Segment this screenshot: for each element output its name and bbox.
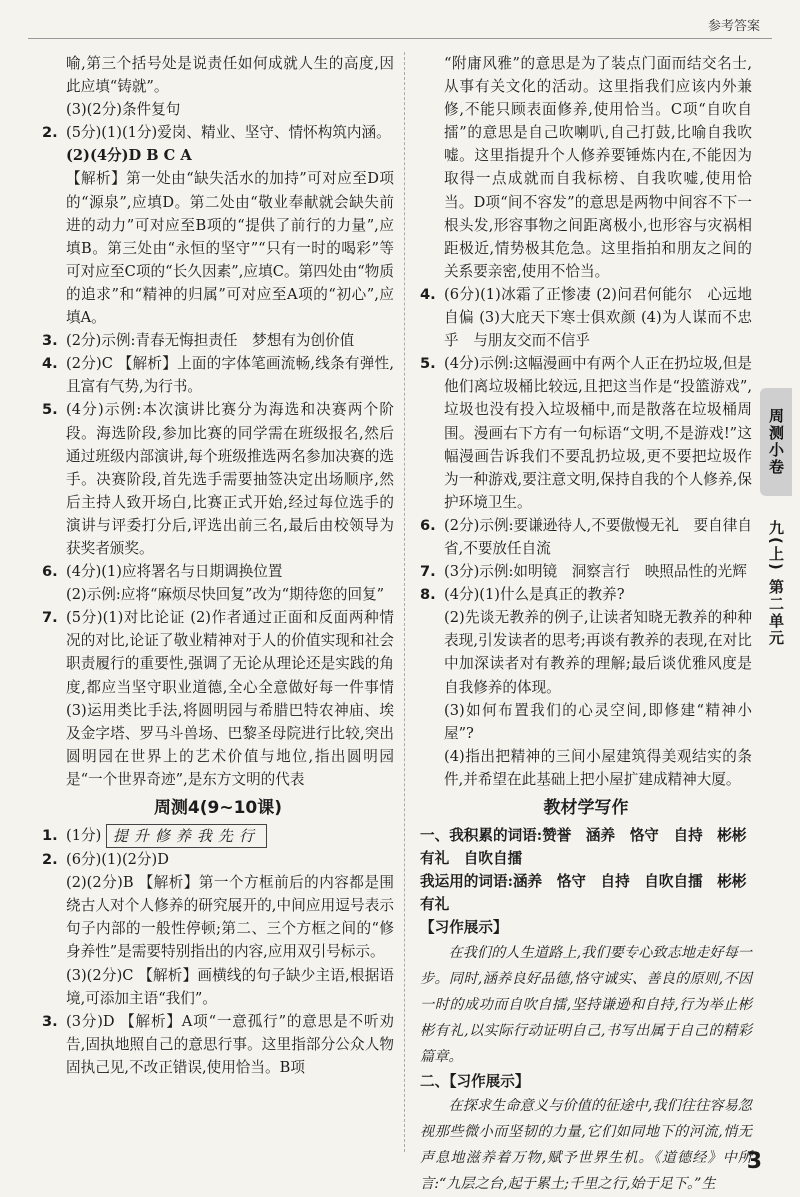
answer-number: 3. bbox=[42, 1012, 58, 1030]
weekly-answer-2 bbox=[42, 848, 394, 1010]
answer-number: 7. bbox=[42, 609, 58, 627]
answer-text: (2分)示例:要谦逊待人,不要傲慢无礼 要自律自省,不要放任自流 bbox=[444, 516, 752, 557]
answer-line: (5分)(1)(1分)爱岗、精业、坚守、情怀构筑内涵。 bbox=[66, 124, 391, 142]
header-divider bbox=[28, 38, 772, 39]
answer-line: (4分)(1)什么是真正的教养? bbox=[444, 586, 625, 604]
answer-number: 4. bbox=[420, 285, 436, 303]
answer-text: (2分)示例:青春无悔担责任 梦想有为创价值 bbox=[66, 332, 355, 350]
answer-5 bbox=[42, 398, 394, 560]
answer-text: (3分)示例:如明镜 洞察言行 映照品性的光辉 bbox=[444, 563, 747, 581]
answer-number: 5. bbox=[42, 401, 58, 419]
essay-heading-2: 二、【习作展示】 bbox=[420, 1072, 530, 1090]
answer-4 bbox=[42, 352, 394, 398]
continued-text: “附庸风雅”的意思是为了装点门面而结交名士,从事有关文化的活动。这里指我们应该内外兼修,不能只顾表面修养,使用恰当。C项“自吹自擂”的意思是自己吹喇叭,自己打鼓,比喻自我吹嘘。这里指提升个人修养要锤炼内在,不能因为取得一点成就而自我标榜、自我吹嘘,使用恰当。D项“间不容发”的意思是两物中间容不下一根头发,形容事物之间距离极小,也形容与灾祸相距极近,情势极其危急。这里指拍和朋友之间的关系要亲密,使用不恰当。 bbox=[444, 55, 752, 280]
side-grade-label: 九(上) 第二单元 bbox=[767, 520, 785, 647]
answer-paragraph: (3)(2分)C 【解析】画横线的句子缺少主语,根据语境,可添加主语“我们”。 bbox=[66, 966, 394, 1007]
side-tab-label: 周测小卷 bbox=[760, 388, 792, 496]
answer-7 bbox=[42, 606, 394, 791]
handwriting-box: 提升修养我先行 bbox=[106, 824, 267, 848]
answer-text: (4分)示例:本次演讲比赛分为海选和决赛两个阶段。海选阶段,参加比赛的同学需在班级报名,然后通过班级内部演讲,每个班级推选两名参加决赛的选手。决赛阶段,首先选手需要抽签决定出场顺序,然后主持人致开场白,比赛正式开始,经过每位选手的演讲与评委打分后,评选出前三名,最后由校领导为获奖者颁奖。 bbox=[66, 401, 394, 557]
answer-text: (6分)(1)冰霜了正惨凄 (2)问君何能尔 心远地自偏 (3)大庇天下寒士俱欢颜 (4)为人谋而不忠乎 与朋友交而不信乎 bbox=[444, 285, 752, 350]
answer-line: (6分)(1)(2分)D bbox=[66, 851, 169, 869]
answer-text: (2分)C 【解析】上面的字体笔画流畅,线条有弹性,且富有气势,为行书。 bbox=[66, 355, 394, 396]
weekly-answer-3 bbox=[42, 1010, 394, 1079]
answer-line: (4分)(1)应将署名与日期调换位置 bbox=[66, 563, 283, 581]
section-title: 周测4(9~10课) bbox=[153, 798, 283, 818]
weekly-answer-5 bbox=[420, 352, 752, 514]
answer-number: 4. bbox=[42, 355, 58, 373]
section-title: 教材学写作 bbox=[543, 798, 629, 818]
answer-number: 2. bbox=[42, 851, 58, 869]
answer-paragraph: (2)(2分)B 【解析】第一个方框前后的内容都是围绕古人对个人修养的研究展开的,中间应用逗号表示句子内部的一般性停顿;第二、三个方框之间的“修身养性”是需要特别指出的内容,应用双引号标示。 bbox=[66, 874, 394, 961]
answer-number: 5. bbox=[420, 355, 436, 373]
essay-handwritten-1: 在我们的人生道路上,我们要专心致志地走好每一步。同时,涵养良好品德,恪守诚实、善良的原则,不因一时的成功而自吹自擂,坚持谦逊和自持,行为举止彬彬有礼,以实际行动证明自己,书写出属于自己的精彩篇章。 bbox=[420, 944, 752, 1065]
vocab-used: 我运用的词语:涵养 恪守 自持 自吹自擂 彬彬有礼 bbox=[420, 873, 747, 914]
intro-text-2: (3)(2分)条件复句 bbox=[66, 101, 181, 119]
answer-text: (4分)示例:这幅漫画中有两个人正在扔垃圾,但是他们离垃圾桶比较远,且把这当作是“投篮游戏”,垃圾也没有投入垃圾桶中,而是散落在垃圾桶周围。漫画右下方有一句标语“文明,不是游戏!”这幅漫画告诉我们不要乱扔垃圾,更不要把垃圾作为一种游戏,要注意文明,保持自我的个人修养,保护环境卫生。 bbox=[444, 355, 752, 511]
header-label: 参考答案 bbox=[707, 19, 760, 34]
answer-line: (2)(4分)D B C A bbox=[66, 147, 192, 165]
answer-text: (3分)D 【解析】A项“一意孤行”的意思是不听劝告,固执地照自己的意思行事。这里指部分公众人物固执己见,不改正错误,使用恰当。B项 bbox=[66, 1012, 394, 1076]
intro-text: 喻,第三个括号处是说责任如何成就人生的高度,因此应填“铸就”。 bbox=[66, 55, 394, 96]
answer-number: 7. bbox=[420, 563, 436, 581]
weekly-answer-1 bbox=[42, 824, 394, 848]
page-number: 3 bbox=[746, 1149, 762, 1174]
essay-handwritten-2: 在探求生命意义与价值的征途中,我们往往容易忽视那些微小而坚韧的力量,它们如同地下的河流,悄无声息地滋养着万物,赋予世界生机。《道德经》中所言:“九层之台,起于累土;千里之行,始于足下。”生 bbox=[420, 1097, 752, 1192]
right-column bbox=[420, 52, 752, 1197]
weekly-answer-6 bbox=[420, 514, 752, 560]
answer-text: (5分)(1)对比论证 (2)作者通过正面和反面两种情况的对比,论证了敬业精神对于人的价值实现和社会职责履行的重要性,强调了无论从理论还是实践的角度,都应当坚守职业道德,全心全意做好每一件事情 (3)运用类比手法,将圆明园与希腊巴特农神庙、埃及金字塔、罗马斗兽场、巴黎圣母院进行比较,突出圆明园在世界上的艺术价值与地位,指出圆明园是“一个世界奇迹”,是东方文明的代表 bbox=[66, 609, 394, 788]
weekly-answer-7 bbox=[420, 560, 752, 583]
column-divider bbox=[404, 52, 405, 1152]
answer-number: 1. bbox=[42, 827, 58, 845]
answer-number: 2. bbox=[42, 124, 58, 142]
answer-line: (2)示例:应将“麻烦尽快回复”改为“期待您的回复” bbox=[66, 586, 385, 604]
answer-6 bbox=[42, 560, 394, 606]
answer-3 bbox=[42, 329, 394, 352]
essay-heading: 【习作展示】 bbox=[420, 919, 508, 937]
answer-number: 3. bbox=[42, 332, 58, 350]
answer-paragraph: (4)指出把精神的三间小屋建筑得美观结实的条件,并希望在此基础上把小屋扩建成精神大厦。 bbox=[444, 747, 752, 788]
weekly-answer-4 bbox=[420, 283, 752, 352]
answer-2 bbox=[42, 121, 394, 329]
left-column bbox=[42, 52, 394, 1079]
weekly-answer-8 bbox=[420, 583, 752, 791]
answer-paragraph: (2)先谈无教养的例子,让读者知晓无教养的种种表现,引发读者的思考;再谈有教养的表现,在对比中加深读者对有教养的理解;最后谈优雅风度是自我修养的体现。 bbox=[444, 609, 752, 696]
vocab-accumulated: 一、我积累的词语:赞誉 涵养 恪守 自持 彬彬有礼 自吹自擂 bbox=[420, 827, 747, 868]
answer-number: 8. bbox=[420, 586, 436, 604]
answer-number: 6. bbox=[42, 563, 58, 581]
answer-paragraph: (3)如何布置我们的心灵空间,即修建“精神小屋”? bbox=[444, 701, 752, 742]
answer-analysis: 【解析】第一处由“缺失活水的加持”可对应至D项的“源泉”,应填D。第二处由“敬业奉献就会缺失前进的动力”可对应至B项的“提供了前行的力量”,应填B。第三处由“永恒的坚守”“只有一时的喝彩”等可对应至C项的“长久因素”,应填C。第四处由“物质的追求”和“精神的归属”可对应至A项的“初心”,应填A。 bbox=[66, 170, 394, 327]
answer-prefix: (1分) bbox=[66, 827, 102, 845]
answer-number: 6. bbox=[420, 516, 436, 534]
